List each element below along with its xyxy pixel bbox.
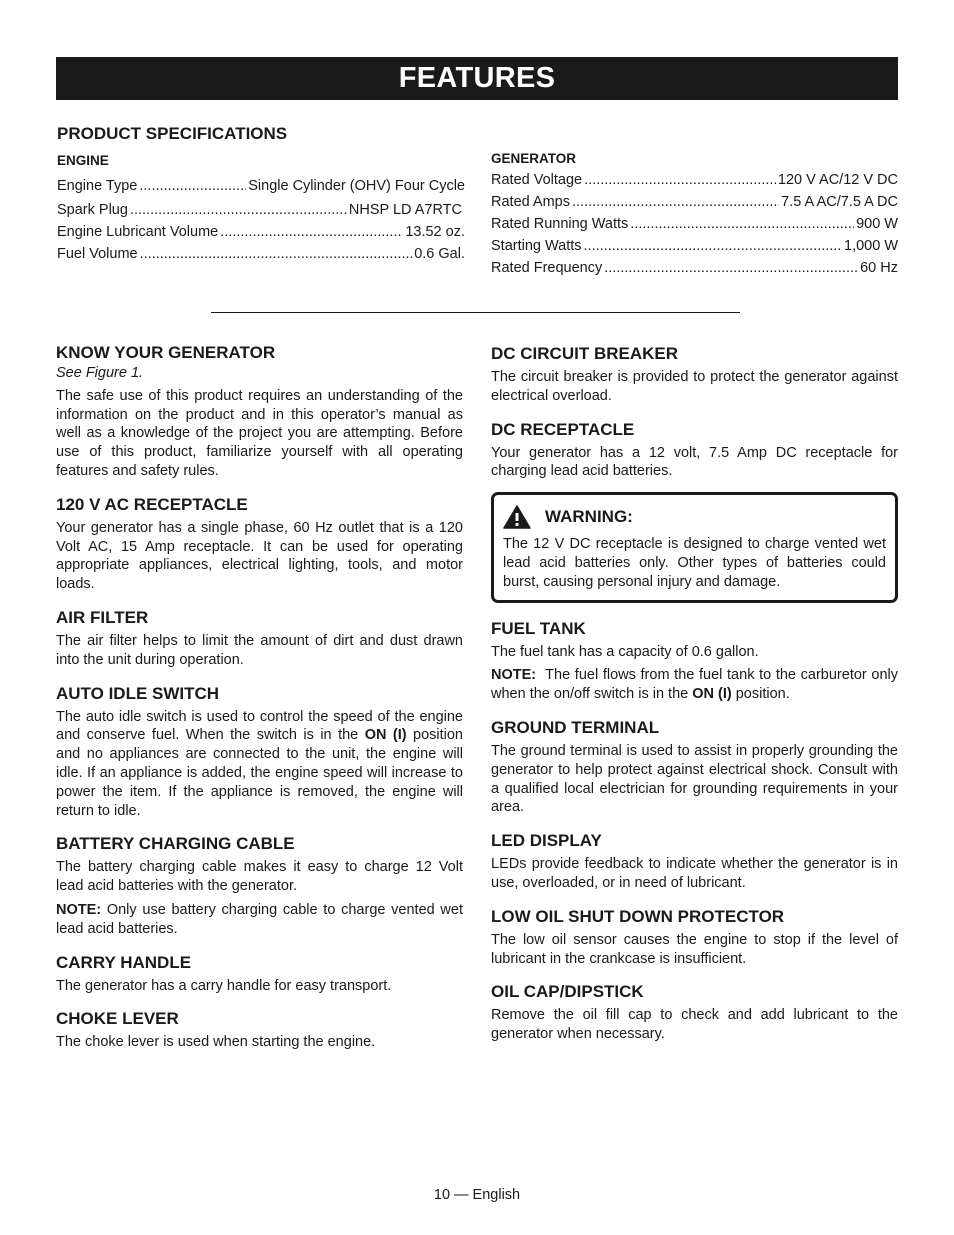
section-text: The battery charging cable makes it easy to charge 12 Volt lead acid batteries with the generator. <box>56 859 463 895</box>
led-display-section <box>491 831 898 893</box>
section-text: The fuel tank has a capacity of 0.6 gallon. <box>491 643 759 660</box>
spec-label: Engine Lubricant Volume <box>57 224 219 240</box>
section-heading: DC RECEPTACLE <box>491 419 635 439</box>
figure-reference: See Figure 1. <box>56 365 144 381</box>
section-text: The air filter helps to limit the amount of dirt and dust drawn into the unit during operation. <box>56 632 463 668</box>
spec-row <box>491 238 898 254</box>
section-heading: GROUND TERMINAL <box>491 717 660 737</box>
spec-value: 0.6 Gal. <box>414 246 465 262</box>
spec-row <box>57 224 465 240</box>
spec-value: 1,000 W <box>844 238 898 254</box>
right-column <box>491 344 903 1058</box>
switch-position-label: ON (I) <box>692 686 732 703</box>
product-specifications-title: PRODUCT SPECIFICATIONS <box>57 124 288 143</box>
text-run: position and no appliances are connected to the unit, the engine will idle. If an appliance is added, the engine speed will increase to power the item. If the appliance is removed, the engine will return to idle. <box>56 727 464 819</box>
ground-terminal-section <box>491 718 898 817</box>
spec-value: 900 W <box>856 216 898 232</box>
spec-row <box>57 178 465 194</box>
section-divider <box>211 312 740 313</box>
section-heading: CHOKE LEVER <box>56 1009 179 1029</box>
section-text: The safe use of this product requires an understanding of the information on the product and in this operator’s manual as well as a knowledge of the project you are attempting. Before use of this product, familiarize yourself with all operating features and safety rules. <box>56 387 463 479</box>
section-text: The ground terminal is used to assist in properly grounding the generator to help protect against electrical shock. Consult with a qualified local electrician for grounding requirements in your area. <box>491 742 898 816</box>
section-heading: LED DISPLAY <box>491 831 602 851</box>
fuel-tank-section <box>491 618 903 704</box>
spec-row <box>491 194 898 210</box>
spec-label: Rated Frequency <box>491 260 603 276</box>
generator-heading: GENERATOR <box>491 151 577 166</box>
section-text: The low oil sensor causes the engine to stop if the level of lubricant in the crankcase is insufficient. <box>491 931 898 967</box>
spec-label: Fuel Volume <box>57 246 138 262</box>
section-heading: CARRY HANDLE <box>56 952 192 972</box>
text-run: position. <box>731 686 790 703</box>
warning-header <box>503 505 886 529</box>
page-title: FEATURES <box>398 62 556 94</box>
section-text: The generator has a carry handle for easy transport. <box>56 977 392 994</box>
carry-handle-section <box>56 953 463 996</box>
ac-receptacle-section <box>56 495 463 594</box>
engine-specs <box>57 153 465 262</box>
spec-row <box>491 260 898 276</box>
section-heading: 120 V AC RECEPTACLE <box>56 494 248 514</box>
section-text: Your generator has a single phase, 60 Hz outlet that is a 120 Volt AC, 15 Amp receptacle. It can be used for operating appropriate appliances, electrical lighting, tools, and motor loads. <box>56 519 463 593</box>
spec-label: Engine Type <box>57 178 138 194</box>
spec-value: 120 V AC/12 V DC <box>777 172 898 188</box>
generator-specs <box>491 151 898 276</box>
section-text: The choke lever is used when starting the engine. <box>56 1034 376 1051</box>
warning-label: WARNING: <box>545 506 633 526</box>
note-text <box>56 901 463 939</box>
spec-row <box>57 202 465 218</box>
note-label: NOTE: <box>56 901 102 918</box>
spec-value: 13.52 oz. <box>405 224 465 240</box>
warning-triangle-icon <box>503 505 531 529</box>
section-text: LEDs provide feedback to indicate whether the generator is in use, overloaded, or in need of lubricant. <box>491 856 898 891</box>
section-text <box>56 708 463 821</box>
spec-value: Single Cylinder (OHV) Four Cycle <box>248 178 465 194</box>
text-run: Only use battery charging cable to charge vented wet lead acid batteries. <box>56 901 463 937</box>
spec-value: 60 Hz <box>860 260 898 276</box>
spec-row <box>57 246 465 262</box>
low-oil-section <box>491 907 898 969</box>
section-heading: AIR FILTER <box>56 607 149 627</box>
left-column <box>56 343 463 1066</box>
page-footer: 10 — English <box>433 1187 521 1203</box>
note-text <box>491 666 903 704</box>
battery-cable-section <box>56 834 463 938</box>
spec-row <box>491 172 898 188</box>
section-heading: DC CIRCUIT BREAKER <box>491 344 678 363</box>
section-heading: OIL CAP/DIPSTICK <box>491 982 644 1002</box>
section-heading: KNOW YOUR GENERATOR <box>56 343 276 362</box>
features-banner <box>56 57 898 100</box>
warning-box <box>491 492 898 602</box>
note-label: NOTE: <box>491 667 537 684</box>
spec-value: 7.5 A AC/7.5 A DC <box>781 194 898 210</box>
air-filter-section <box>56 608 463 670</box>
warning-text: The 12 V DC receptacle is designed to charge vented wet lead acid batteries only. Other types of batteries could burst, causing personal injury and damage. <box>503 536 886 590</box>
choke-lever-section <box>56 1009 463 1052</box>
engine-heading: ENGINE <box>57 153 109 168</box>
spec-label: Spark Plug <box>57 202 128 218</box>
section-heading: LOW OIL SHUT DOWN PROTECTOR <box>491 906 785 926</box>
section-text: Your generator has a 12 volt, 7.5 Amp DC receptacle for charging lead acid batteries. <box>491 444 898 480</box>
text-run: The auto idle switch is used to control the speed of the engine and conserve fuel. When the switch is in the <box>56 708 463 744</box>
dc-receptacle-section <box>491 420 898 482</box>
spec-label: Starting Watts <box>491 238 582 254</box>
spec-value: NHSP LD A7RTC <box>348 202 462 218</box>
oil-cap-section <box>491 982 898 1044</box>
switch-position-label: ON (I) <box>364 727 407 744</box>
section-text: Remove the oil fill cap to check and add lubricant to the generator when necessary. <box>491 1007 898 1043</box>
know-your-generator-section <box>56 343 463 481</box>
text-run: The fuel flows from the fuel tank to the carburetor only when the on/off switch is in the <box>491 667 903 703</box>
section-text: The circuit breaker is provided to protect the generator against electrical overload. <box>491 369 898 404</box>
section-heading: FUEL TANK <box>491 618 586 638</box>
spec-row <box>491 216 898 232</box>
spec-label: Rated Running Watts <box>491 216 629 232</box>
section-heading: AUTO IDLE SWITCH <box>56 683 220 703</box>
section-heading: BATTERY CHARGING CABLE <box>56 834 295 854</box>
spec-label: Rated Voltage <box>491 172 583 188</box>
auto-idle-section <box>56 684 463 821</box>
spec-label: Rated Amps <box>491 194 570 210</box>
dc-breaker-section <box>491 344 898 406</box>
